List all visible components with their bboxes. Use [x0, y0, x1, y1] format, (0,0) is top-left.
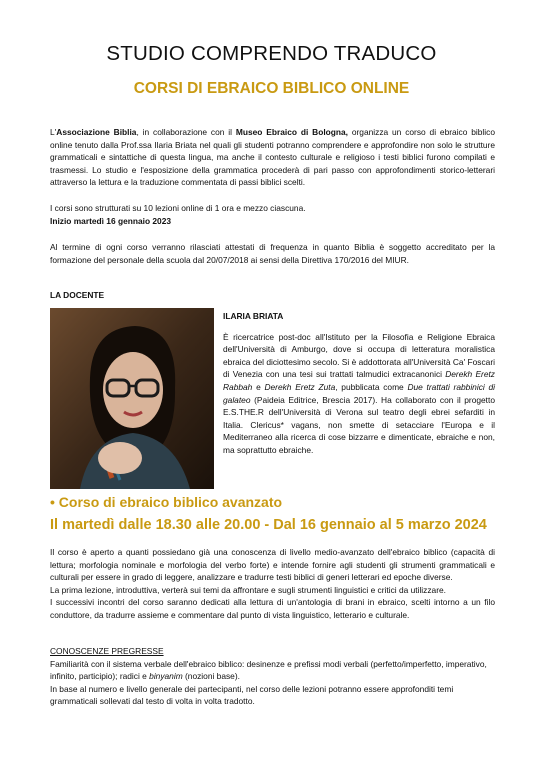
- museum-name: Museo Ebraico di Bologna,: [235, 127, 348, 137]
- course-paragraph-2: La prima lezione, introduttiva, verterà sui temi da affrontare e sugli strumenti linguistici e critici da utilizzare.: [50, 584, 446, 595]
- start-date: Inizio martedì 16 gennaio 2023: [50, 215, 172, 226]
- bio-text-d: (Paideia Editrice, Brescia 2017). Ha collaborato con il progetto E.S.THE.R dell'Università di Verona sul teatro degli ebrei sefarditi in Italia. Clericus* vagans, non smette di setacciare l'Europa e il Mediterraneo alla ricerca di cose bizzarre e dimenticate, ebraiche e non, ma soprattutto ebraiche.: [223, 394, 495, 455]
- teacher-section-title: LA DOCENTE: [50, 290, 105, 300]
- org-name: Associazione Biblia: [56, 127, 137, 137]
- course-heading: • Corso di ebraico biblico avanzato: [50, 494, 283, 510]
- prerequisites: [50, 645, 495, 708]
- course-paragraph-1: Il corso è aperto a quanti possiedano già una conoscenza di livello medio-avanzato dell'ebraico biblico (capacità di lettura; morfologia nominale e morfologia del verbo forte) e intende fornire agli studenti gli strumenti grammaticali e culturali per essere in grado di leggere, analizzare e tradurre testi biblici di generi letterari ed epoche diverse.: [50, 547, 495, 583]
- lessons-info: I corsi sono strutturati su 10 lezioni online di 1 ora e mezzo ciascuna.: [50, 203, 306, 213]
- certificate-paragraph: Al termine di ogni corso verranno rilasciati attestati di frequenza in quanto Biblia è soggetto accreditato per la formazione del personale della scuola dal 20/07/2018 ai sensi della Direttiva 170/2016 del MIUR.: [50, 242, 495, 265]
- teacher-bio: [223, 310, 495, 457]
- bio-text-b: e: [252, 381, 265, 392]
- page-title: STUDIO COMPRENDO TRADUCO: [106, 42, 437, 65]
- course-dates: Il martedì dalle 18.30 alle 20.00 - Dal 16 gennaio al 5 marzo 2024: [50, 517, 487, 533]
- portrait-illustration: [50, 308, 214, 489]
- bio-text-c: , pubblicata come: [335, 381, 408, 392]
- teacher-bio-text: [223, 331, 495, 457]
- schedule-info: [50, 202, 495, 227]
- page-subtitle: CORSI DI EBRAICO BIBLICO ONLINE: [133, 80, 410, 97]
- bio-title-2: Derekh Eretz Zuta: [264, 381, 336, 392]
- bio-title-1: Derekh Eretz Rabbah: [223, 369, 495, 392]
- course-paragraph-3: I successivi incontri del corso saranno dedicati alla lettura di un'antologia di brani in ebraico, scelti intorno a un filo conduttore, da tradurre assieme e commentare dal punto di vista linguistico, letterario e culturale.: [50, 597, 495, 620]
- prereq-term: binyanim: [149, 671, 183, 682]
- prerequisites-title: CONOSCENZE PREGRESSE: [50, 646, 164, 656]
- intro-text-a: L': [50, 127, 57, 137]
- prerequisites-note: In base al numero e livello generale dei partecipanti, nel corso delle lezioni potranno essere approfonditi temi grammaticali sollevati dal testo di volta in volta tradotto.: [50, 683, 454, 707]
- course-description: [50, 546, 495, 622]
- teacher-photo: [50, 308, 214, 489]
- prereq-text-a: Familiarità con il sistema verbale dell'ebraico biblico: desinenze e prefissi modi verbali (perfetto/imperfetto, imperativo, infinito, participio); radici e: [50, 658, 487, 682]
- bio-text-a: È ricercatrice post-doc all'Istituto per la Filosofia e Religione Ebraica dell'Università di Amburgo, dove si occupa di letteratura moralistica ebraica del diciottesimo secolo. Si è addottorata all'Università Ca' Foscari di Venezia con una tesi sui trattati talmudici extracanonici: [223, 331, 495, 380]
- intro-text-c: organizza un corso di ebraico biblico online tenuto dalla Prof.ssa Ilaria Briata nel quali gli studenti potranno comprendere e approfondire non solo le strutture grammaticali e sintattiche di questa lingua, ma anche il contesto culturale e religioso i testi biblici furono compilati e trasmessi. Lo studio e l'esposizione della grammatica procederà di pari passo con approfondimenti storico-letterari attraverso la lettura e la traduzione commentata di passi biblici scelti.: [50, 127, 496, 188]
- intro-paragraph: [50, 126, 495, 189]
- prerequisites-text: [50, 658, 495, 683]
- bio-book-title: Due trattati rabbinici di galateo: [223, 381, 495, 405]
- teacher-name: ILARIA BRIATA: [223, 311, 284, 321]
- intro-text-b: , in collaborazione con il: [136, 127, 236, 137]
- prereq-text-b: (nozioni base).: [182, 671, 240, 682]
